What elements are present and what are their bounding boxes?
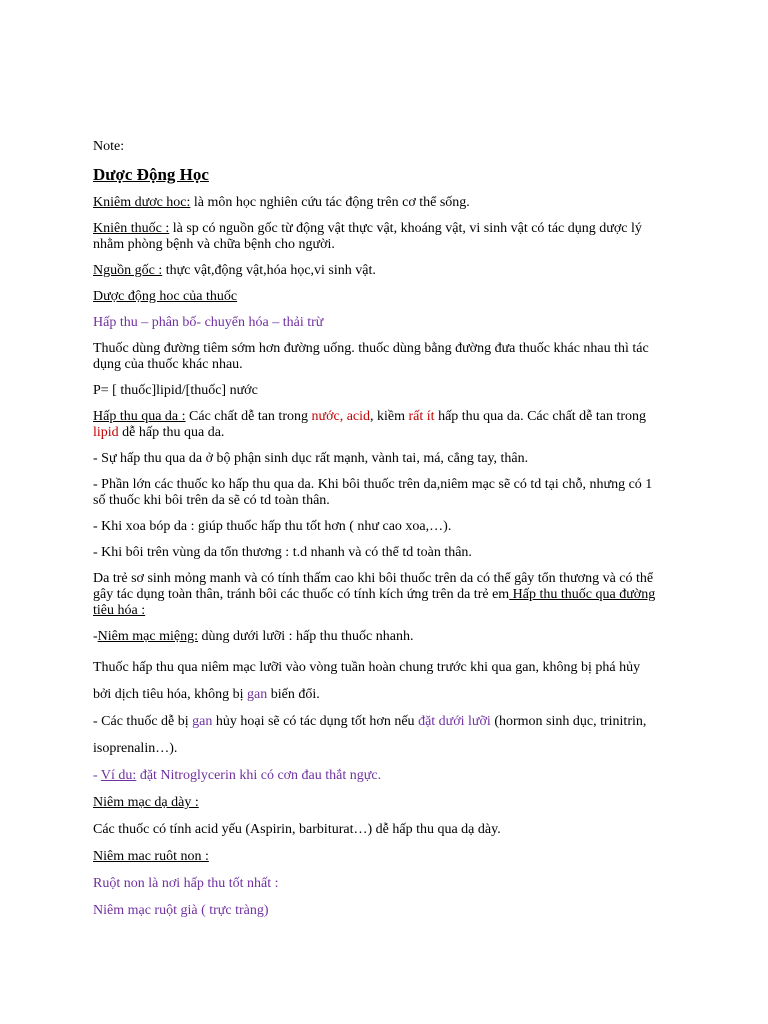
highlight-purple: đặt dưới lưỡi: [418, 714, 491, 729]
term-text: là sp có nguồn gốc từ động vật thực vật, khoáng vật, vi sinh vật có tác dụng dược lý nhằm phòng bệnh và chữa bệnh cho người.: [93, 221, 642, 252]
bullet-item: - Sự hấp thu qua da ở bộ phận sinh dục rất mạnh, vành tai, má, cẳng tay, thân.: [93, 451, 529, 466]
paragraph-definition-pharmacology: [93, 195, 668, 211]
paragraph-oral-mucosa: [93, 629, 668, 645]
highlight-purple: gan: [247, 687, 268, 702]
paragraph-sublingual: Thuốc hấp thu qua niêm mạc lưỡi vào vòng tuần hoàn chung trước khi qua gan, không bị phá hủy: [93, 660, 641, 675]
text-run: dễ hấp thu qua da.: [118, 425, 225, 440]
document-title: Dược Động Học: [93, 165, 209, 184]
bullet-item: - Phần lớn các thuốc ko hấp thu qua da. Khi bôi thuốc trên da,niêm mạc sẽ có td tại chỗ, nhưng có 1 số thuốc khi bôi trên da sẽ có td toàn thân.: [93, 477, 653, 508]
bullet-item: - Khi bôi trên vùng da tổn thương : t.d nhanh và có thể td toàn thân.: [93, 545, 472, 560]
highlight-red: rất ít: [408, 409, 435, 424]
paragraph-formula: P= [ thuốc]lipid/[thuốc] nước: [93, 383, 258, 398]
term-text: là môn học nghiên cứu tác động trên cơ thể sống.: [190, 195, 470, 210]
paragraph-stomach: Các thuốc có tính acid yếu (Aspirin, barbiturat…) dễ hấp thu qua dạ dày.: [93, 822, 501, 837]
paragraph-routes: Thuốc dùng đường tiêm sớm hơn đường uống. thuốc dùng bằng đường đưa thuốc khác nhau thì tác dụng của thuốc khác nhau.: [93, 341, 649, 372]
term-label: Hấp thu thuốc qua đường tiêu hóa :: [93, 587, 656, 618]
text-run: Da trẻ sơ sinh mỏng manh và có tính thấm cao khi bôi thuốc trên da có thể gây tổn thương và có thể gây tác dụng toàn thân, tránh bôi các thuốc có tính kích ứng trên da trẻ em: [93, 571, 654, 602]
text-run: - Các thuốc dễ bị: [93, 714, 193, 729]
paragraph-skin-absorption: [93, 409, 668, 441]
section-heading-stomach: Niêm mạc dạ dày :: [93, 795, 199, 810]
bullet-item: [93, 709, 668, 735]
paragraph-continuation: isoprenalin…).: [93, 741, 178, 756]
text-run: , kiềm: [370, 409, 409, 424]
paragraph-definition-drug: [93, 221, 668, 253]
text-run: đặt Nitroglycerin khi có cơn đau thắt ngực.: [136, 768, 382, 783]
paragraph-origin: [93, 263, 668, 279]
text-run: hủy hoại sẽ có tác dụng tốt hơn nếu: [212, 714, 419, 729]
term-label: Hấp thu qua da :: [93, 409, 186, 424]
text-run: biến đổi.: [267, 687, 320, 702]
paragraph-digestive: [93, 682, 668, 708]
highlight-red: lipid: [93, 425, 119, 440]
text-run: Các chất dễ tan trong: [185, 409, 312, 424]
text-run: (hormon sinh dục, trinitrin,: [490, 714, 647, 729]
text-run: bởi dịch tiêu hóa, không bị: [93, 687, 247, 702]
section-heading-small-intestine: Niêm mac ruôt non :: [93, 849, 209, 864]
term-label: Kniên thuốc :: [93, 221, 170, 236]
highlight-red: nước, acid: [311, 409, 371, 424]
example-item: [93, 763, 668, 789]
term-label: Kniêm dươc hoc:: [93, 195, 191, 210]
bullet-item: - Khi xoa bóp da : giúp thuốc hấp thu tốt hơn ( như cao xoa,…).: [93, 519, 452, 534]
text-run: hấp thu qua da. Các chất dễ tan trong: [434, 409, 647, 424]
note-label: Note:: [93, 139, 125, 154]
term-label: Ví du:: [100, 768, 137, 783]
highlight-stages: Hấp thu – phân bố- chuyển hóa – thải trừ: [93, 315, 324, 330]
highlight-large-intestine: Niêm mạc ruột già ( trực tràng): [93, 903, 269, 918]
term-label: Nguồn gốc :: [93, 263, 163, 278]
text-run: -: [93, 629, 98, 644]
section-heading-pharmacokinetics: Dược động hoc của thuốc: [93, 289, 238, 304]
term-label: Niêm mạc miệng:: [97, 629, 198, 644]
highlight-small-intestine: Ruột non là nơi hấp thu tốt nhất :: [93, 876, 279, 891]
paragraph-newborn-skin: [93, 571, 668, 619]
term-text: thực vật,động vật,hóa học,vi sinh vật.: [162, 263, 376, 278]
document-page: [93, 139, 668, 925]
text-run: -: [93, 768, 101, 783]
highlight-purple: gan: [192, 714, 213, 729]
text-run: dùng dưới lưỡi : hấp thu thuốc nhanh.: [197, 629, 414, 644]
